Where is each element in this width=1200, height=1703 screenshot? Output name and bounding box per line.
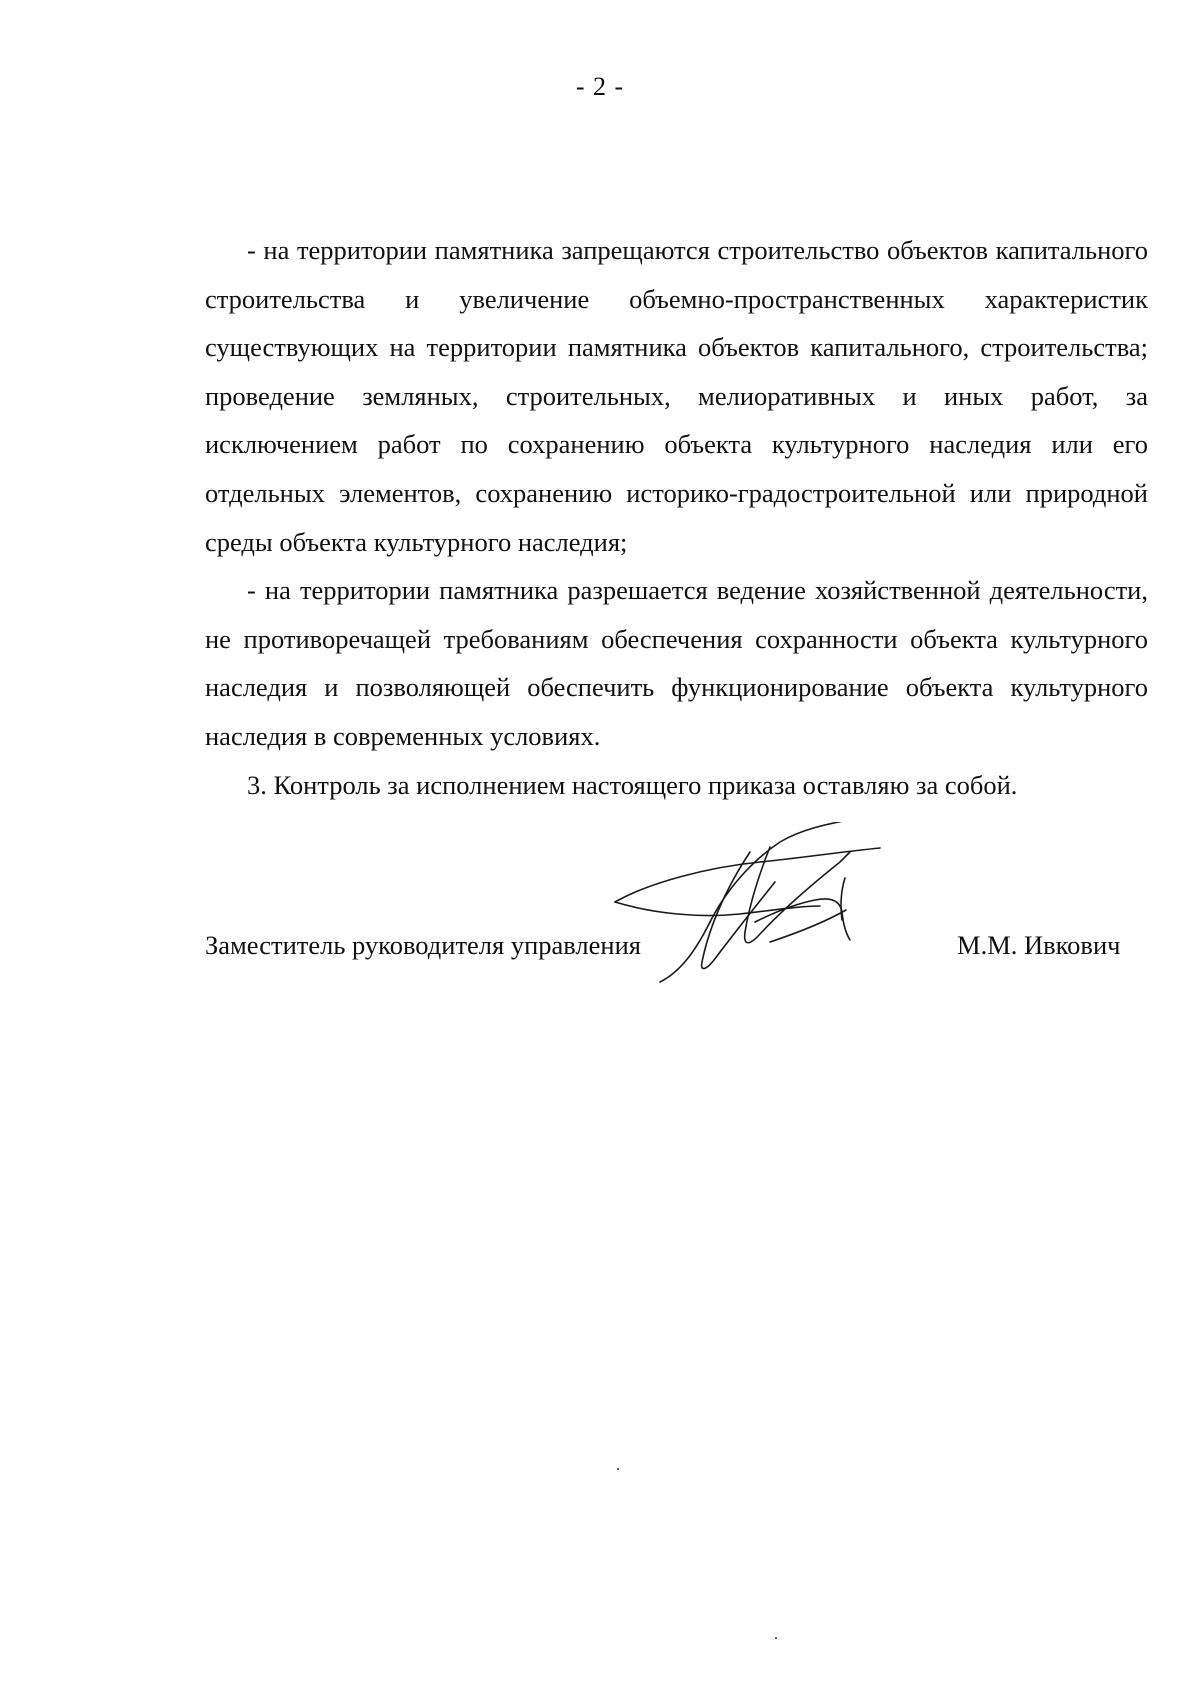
paragraph-permissions: - на территории памятника разрешается ведение хозяйственной деятельности, не противоречащей требованиям обеспечения сохранности объекта культурного наследия и позволяющей обеспечить функционирование объекта культурного наследия в современных условиях.	[205, 575, 1148, 751]
handwritten-signature	[610, 822, 970, 1002]
scan-speck	[775, 1637, 777, 1639]
paragraph-control: 3. Контроль за исполнением настоящего приказа оставляю за собой.	[247, 769, 1018, 800]
paragraph-prohibitions: - на территории памятника запрещаются строительство объектов капитального строительства и увеличение объемно-пространственных характеристик существующих на территории памятника объектов капитального, строительства; проведение земляных, строительных, мелиоративных и иных работ, за исключением работ по сохранению объекта культурного наследия или его отдельных элементов, сохранению историко-градостроительной или природной среды объекта культурного наследия;	[205, 235, 1148, 557]
page-number: - 2 -	[575, 72, 625, 101]
signatory-name: М.М. Ивкович	[957, 930, 1121, 960]
document-body	[205, 226, 1148, 809]
scan-speck	[617, 1468, 619, 1470]
signatory-position: Заместитель руководителя управления	[205, 930, 641, 960]
